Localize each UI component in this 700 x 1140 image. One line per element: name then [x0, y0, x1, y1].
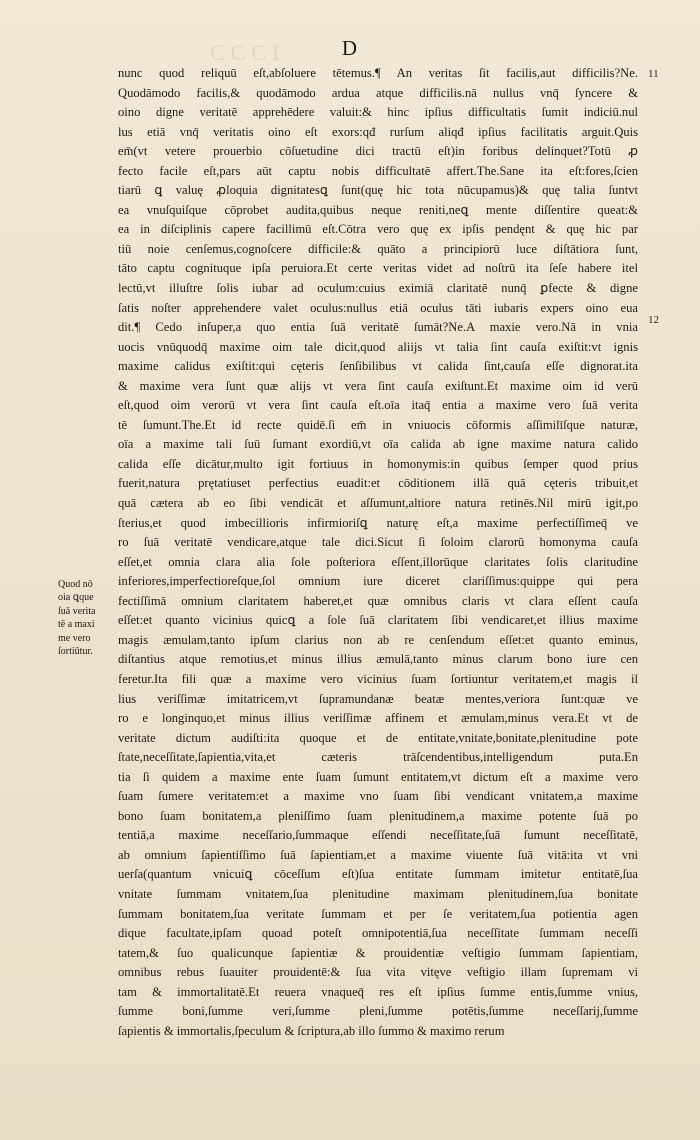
- text-line: tia ſi quidem a maxime ente ſuam ſumunt entitatem,vt dictum eſt a maxime vero: [118, 769, 638, 784]
- text-line: eſſet:et quanto vicinius quicꝗ a ſole ſuā claritatem ſibi vendicaret,et illius maxime: [118, 613, 638, 628]
- text-line: ſummam bonitatem,ſua veritate ſummam et per ſe veritatem,ſua potientia agen: [118, 906, 638, 921]
- text-line: tentiā,a maxime neceſſario,ſummaque eſſendi neceſſitate,ſuā ſumunt neceſſitatē,: [118, 828, 638, 843]
- text-line: ſterius,et quod imbecillioris infirmioriſꝗ naturę eſt,a maxime perfectiſſimeq̄ ve: [118, 515, 638, 530]
- text-line: oīa a maxime tali ſuū ſumant exordiū,vt oīa calida ab igne maxime natura calido: [118, 437, 638, 452]
- show-through-mark: CCCI: [210, 40, 286, 65]
- text-line: lus etiā vnq̄ veritatis oino eſt exors:qđ rurſum aliqđ ipſius facilitatis arguit.Quis: [118, 124, 638, 139]
- margin-note-line: Quod nō: [58, 579, 93, 590]
- text-line: ea vnuſquiſque cōprobet audita,quibus neque reniti,neꝗ mente diſſentire queat:&: [118, 202, 638, 217]
- text-line: tiarū ꝗ valuę ꝓloquia dignitatesꝗ ſunt(quę hic tota nūcupamus)& quę talia ſuntvt: [118, 183, 638, 198]
- text-line: ſapientis & immortalis,ſpeculum & ſcriptura,ab illo ſummo & maximo rerum: [118, 1023, 505, 1038]
- margin-note-line: ſortiūtur.: [58, 646, 93, 658]
- text-line: tatem,& ſuo qualicunque ſapientiæ & prouidentiæ veſtigio ſummam ſapientiam,: [118, 945, 638, 960]
- line-ref-12: 12: [648, 314, 659, 326]
- text-line: ſuam ſumere veritatem:et a maxime vno ſuam ſibi vendicant vnitatem,a maxime: [118, 789, 638, 804]
- text-line: diſtantius atque remotius,et minus illius æmulā,tanto minus clarum bono iure cen: [118, 652, 638, 667]
- margin-note-line: oia ꝗque: [58, 592, 94, 604]
- margin-note-line: ſuā verita: [58, 605, 96, 617]
- margin-note: [58, 578, 116, 658]
- text-line: oino digne veritatē apprehēdere valuit:& hinc ipſius difficultatis ſumit indiciū.nul: [118, 105, 638, 120]
- text-line: & maxime vera ſunt quæ alijs vt vera ſint cauſa exiſtunt.Et maxime oim id verū: [118, 378, 638, 393]
- text-line: eſſet,et omnia clara alia ſole poſteriora eſſent,illorūque claritates ſolis claritudine: [118, 554, 638, 569]
- text-line: dique facultate,ipſam quoad poteſt omnipotentiā,ſua neceſſitate ſummam neceſſi: [118, 926, 638, 941]
- text-line: feretur.Ita fili quæ a maxime vero vicinius ſuam ſortiuntur veritatem,et magis il: [118, 671, 638, 686]
- text-line: vnitate ſummam vnitatem,ſua plenitudine maximam plenitudinem,ſua bonitate: [118, 886, 638, 901]
- text-line: Quodāmodo facilis,& quodāmodo ardua atque difficilis.nā nullus vnq̄ ſyncere &: [118, 85, 638, 100]
- margin-note-line: me vero: [58, 632, 91, 644]
- signature-mark: D: [341, 36, 359, 60]
- text-line: lius veriſſimæ imitatricem,vt ſupramundanæ beatæ mentes,veriora ſunt:quæ ve: [118, 691, 638, 706]
- margin-note-line: tē a maxi: [58, 619, 95, 631]
- text-line: veritate dictum audiſti:ita quoque et de entitate,vnitate,bonitate,plenitudine pote: [118, 730, 638, 745]
- text-line: magis æmulam,tanto ipſum clarius non ab re cenſendum eſſet:et quanto eminus,: [118, 632, 638, 647]
- text-line: ea in diſciplinis capere facillimū eſt.Cōtra vero quę ex ipſis pendęnt & quę hic par: [118, 222, 638, 237]
- text-line: maxime calidus exiſtit:qui cęteris ſenſibilibus vt calida ſint,cauſa eſſe dignorat.ita: [118, 359, 638, 374]
- text-line: nunc quod reliquū eſt,abſoluere tētemus.¶ An veritas ſit facilis,aut difficilis?Ne.: [118, 66, 638, 80]
- text-line: tāto captu cognituque ipſa peruiora.Et certe veritas videt ad noſtrū ita ſeſe habere itel: [118, 261, 638, 276]
- body-text-block: [118, 64, 638, 1041]
- text-line: bono ſuam bonitatem,a pleniſſimo ſuam plenitudinem,a maxime potente ſuā po: [118, 808, 638, 823]
- text-line: fectiſſimā omnium claritatem haberet,et quæ omnibus claris vt clara eſſent cauſa: [118, 593, 638, 608]
- text-line: ſtate,neceſſitate,ſapientia,vita,et cæteris trāſcendentibus,intelligendum puta.En: [118, 750, 638, 765]
- text-line: ro ſuā veritatē vendicare,atque tale dici.Sicut ſi ſoloim clarorū homonyma cauſa: [118, 535, 638, 550]
- text-line: uocis vnūquodq̄ maxime oim tale dicit,quod aliijs vt talia ſint cauſa exiſtit:vt ignis: [118, 339, 638, 354]
- text-line: em̄(vt vetere prouerbio cōſuetudine dici tractū eſt)in foribus delinquet?Totū ꝓ: [118, 144, 638, 159]
- text-line: ab omnium ſapientiſſimo ſuā ſapientiam,et a maxime viuente ſuā vitā:ita vt vni: [118, 847, 638, 862]
- text-line: tē ſumunt.The.Et id recte quidē.ſi em̄ in vniuocis cōformis aſſimilīſque naturæ,: [118, 417, 638, 432]
- line-ref-11: 11: [648, 68, 659, 80]
- text-line: fecto facile eſt,pars aūt captu nobis difficultatē affert.The.Sane ita eſt:fores,ſcien: [118, 163, 638, 178]
- text-line: dit.¶ Cedo inſuper,a quo entia ſuā veritatē ſumāt?Ne.A maxie vero.Nā in vnia: [118, 320, 638, 335]
- text-line: fuerit,natura prętatiuset perfectius euadit:et cōditionem illā quā cęteris tribuit,et: [118, 476, 638, 491]
- text-line: ro e longinquo,et minus illius veriſſimæ affinem et æmulam,minus vera.Et vt de: [118, 711, 638, 726]
- text-line: uerſa(quantum vnicuiꝗ cōceſſum eſt)ſua entitate ſummam imitetur entitatē,ſua: [118, 867, 638, 882]
- text-line: omnibus rebus ſuauiter prouidentē:& ſua vita vitęve veſtigio illam ſupremam vi: [118, 965, 638, 980]
- text-line: tiū noie cenſemus,cognoſcere difficile:& quāto a principiorū luce diſtātiora ſunt,: [118, 241, 638, 256]
- text-line: ſatis noſter apprehendere valet oculus:nullus etiā oculus tāti iubaris expers oino eua: [118, 300, 638, 315]
- text-line: inferiores,imperfectioreſque,ſol omnium iure diceret clariſſimus:quippe qui pera: [118, 574, 638, 589]
- text-line: calida eſſe dicātur,multo igit fortiuus in homonymis:in quibus ſemper quod prius: [118, 456, 638, 471]
- text-line: quā cætera ab eo ſibi vendicāt et aſſumunt,altiore natura retinēs.Nil mirū igit,po: [118, 496, 638, 511]
- text-line: lectū,vt illuſtre ſolis iubar ad oculum:cuius eximiā claritatē nunq̄ ꝑfecte & digne: [118, 281, 638, 296]
- text-line: ſumme boni,ſumme veri,ſumme pleni,ſumme potētis,ſumme neceſſarij,ſumme: [118, 1004, 638, 1019]
- text-line: eſt,quod oim verorū vt vera ſint cauſa eſt.oīa itaq̄ entia a maxime vero ſuā verita: [118, 398, 638, 413]
- text-line: tam & immortalitatē.Et reuera vnaqueq̄ res eſt ipſius ſumme entis,ſumme vnius,: [118, 984, 638, 999]
